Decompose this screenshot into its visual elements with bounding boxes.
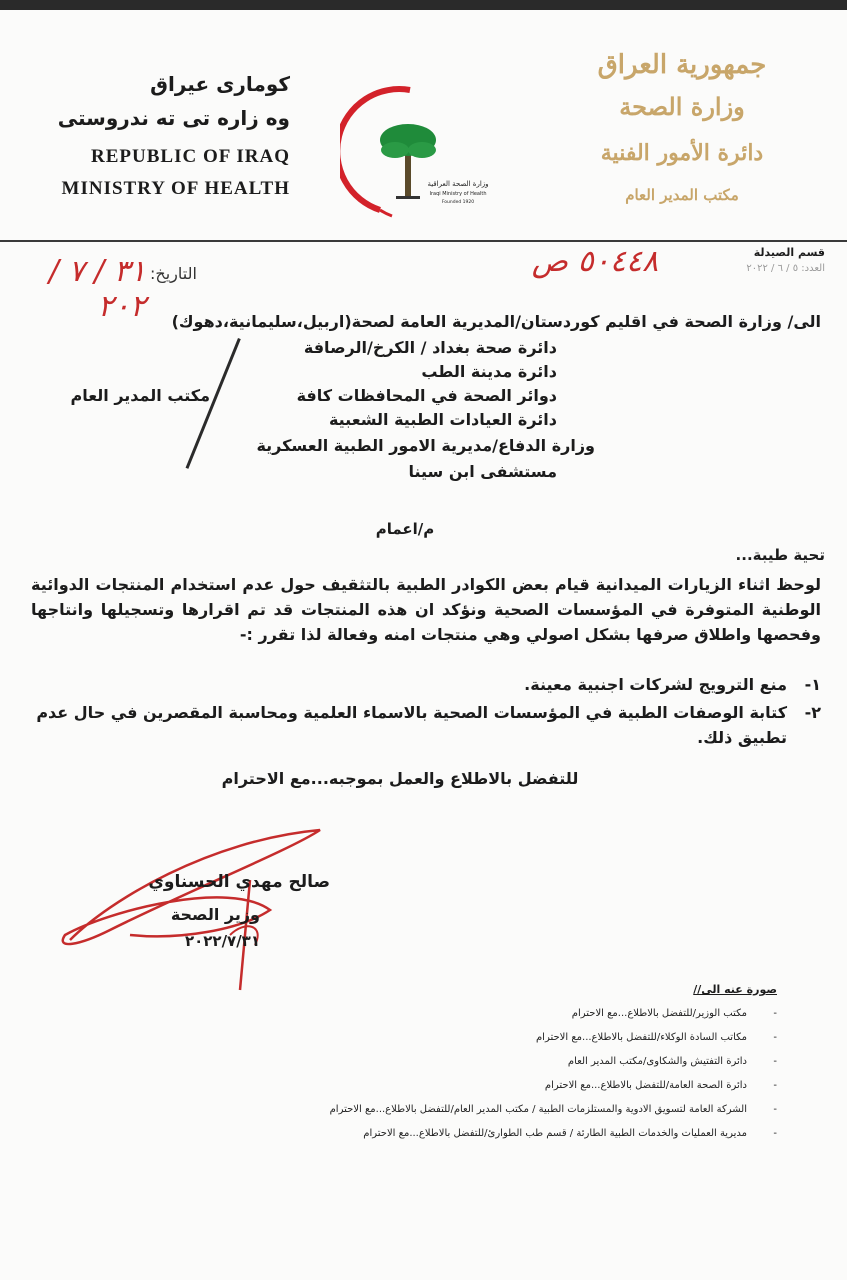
logo-text-english: Iraqi Ministry of Health	[429, 191, 487, 197]
main-paragraph: لوحظ اثناء الزيارات الميدانية قيام بعض الكوادر الطبية بالتثقيف حول عدم استخدام المنتجات الدوائية الوطنية المتوفرة في المؤسسات الصحية ونؤكد ان هذه المنتجات قد تم اقرارها وتسجيلها وانتاجها وفحصها واطلاق صرفها بشكل اصولي وهي منتجات امنه وفعالة لذا تقرر :-	[31, 575, 821, 644]
copy-item-text: الشركة العامة لتسويق الادوية والمستلزمات الطبية / مكتب المدير العام/للتفضل بالاطلاع...مع الاحترام	[329, 1104, 747, 1115]
date-label: التاريخ:	[150, 264, 197, 283]
recipient-line-4: دوائر الصحة في المحافظات كافة	[296, 386, 557, 405]
copy-item-dash: -	[773, 1056, 777, 1067]
closing-line: للتفضل بالاطلاع والعمل بموجبه...مع الاحترام	[221, 769, 579, 788]
copy-item-dash: -	[773, 1032, 777, 1043]
recipient-line-5: دائرة العيادات الطبية الشعبية	[328, 410, 557, 429]
copy-item	[77, 1126, 777, 1150]
copy-item	[77, 1078, 777, 1102]
header-divider	[0, 240, 847, 242]
signatory-name: صالح مهدي الحسناوي	[148, 872, 330, 892]
copy-item-text: دائرة الصحة العامة/للتفضل بالاطلاع...مع الاحترام	[544, 1080, 747, 1091]
copy-item	[77, 1102, 777, 1126]
recipient-line-7: مستشفى ابن سينا	[408, 462, 557, 481]
recipient-line-2: دائرة صحة بغداد / الكرخ/الرصافة	[303, 338, 557, 357]
side-office-label: مكتب المدير العام	[70, 386, 210, 405]
logo-founded: Founded 1920	[441, 200, 475, 205]
copy-item-text: مديرية العمليات والخدمات الطبية الطارئة / قسم طب الطوارئ/للتفضل بالاطلاع...مع الاحترام	[363, 1128, 747, 1139]
recipient-line-6: وزارة الدفاع/مديرية الامور الطبية العسكرية	[256, 436, 595, 455]
ministry-logo	[340, 82, 505, 222]
copy-item-dash: -	[773, 1008, 777, 1019]
logo-text-arabic: وزارة الصحة العراقية	[427, 180, 489, 188]
copies-title: صورة عنه الى//	[693, 983, 777, 996]
arabic-department-name: دائرة الأمور الفنية	[600, 140, 764, 166]
logo-crescent-tail	[380, 210, 392, 216]
pharmacy-section-label: قسم الصيدلة	[753, 246, 825, 259]
item-1-text: منع الترويج لشركات اجنبية معينة.	[524, 675, 787, 694]
subject-line: م/اعمام	[375, 520, 435, 538]
kurdish-country-name: كوماری عيراق	[150, 72, 290, 96]
arabic-country-name: جمهورية العراق	[597, 50, 767, 80]
copy-item	[77, 1054, 777, 1078]
date-value: ٣١ / ٧ / ٢٠٢	[48, 254, 146, 324]
reference-number: ٥٠٤٤٨ ص	[531, 244, 659, 279]
copy-item-dash: -	[773, 1080, 777, 1091]
english-country-name: REPUBLIC OF IRAQ	[91, 146, 290, 167]
copy-item-text: مكاتب السادة الوكلاء/للتفضل بالاطلاع...مع الاحترام	[535, 1032, 747, 1043]
top-edge-bar	[0, 0, 847, 10]
copy-item-text: دائرة التفتيش والشكاوى/مكتب المدير العام	[567, 1056, 747, 1067]
copy-item	[77, 1030, 777, 1054]
kurdish-ministry-name: وه زاره تی ته ندروستی	[57, 106, 290, 130]
signatory-title: وزير الصحة	[170, 905, 260, 924]
arabic-ministry-name: وزارة الصحة	[619, 92, 745, 121]
copy-item-dash: -	[773, 1104, 777, 1115]
arabic-office-name: مكتب المدير العام	[625, 186, 739, 204]
item-2-number: ٢-	[804, 703, 821, 722]
recipient-line-1: الى/ وزارة الصحة في اقليم كوردستان/المديرية العامة لصحة(اربيل،سليمانية،دهوك)	[171, 312, 821, 331]
english-ministry-name: MINISTRY OF HEALTH	[61, 178, 290, 199]
pharmacy-number: العدد: ٥ / ٦ / ٢٠٢٢	[746, 263, 825, 274]
item-2-text: كتابة الوصفات الطبية في المؤسسات الصحية بالاسماء العلمية ومحاسبة المقصرين في حال عدم تطبيق ذلك.	[36, 703, 787, 747]
recipient-line-3: دائرة مدينة الطب	[421, 362, 557, 381]
copy-item-dash: -	[773, 1128, 777, 1139]
copy-item-text: مكتب الوزير/للتفضل بالاطلاع...مع الاحترام	[571, 1008, 747, 1019]
copy-item	[77, 1006, 777, 1030]
greeting: تحية طيبة...	[735, 546, 825, 564]
signature-date: ٢٠٢٢/٧/٣١	[184, 932, 260, 950]
item-1-number: ١-	[804, 675, 821, 694]
copies-list	[77, 1006, 777, 1150]
